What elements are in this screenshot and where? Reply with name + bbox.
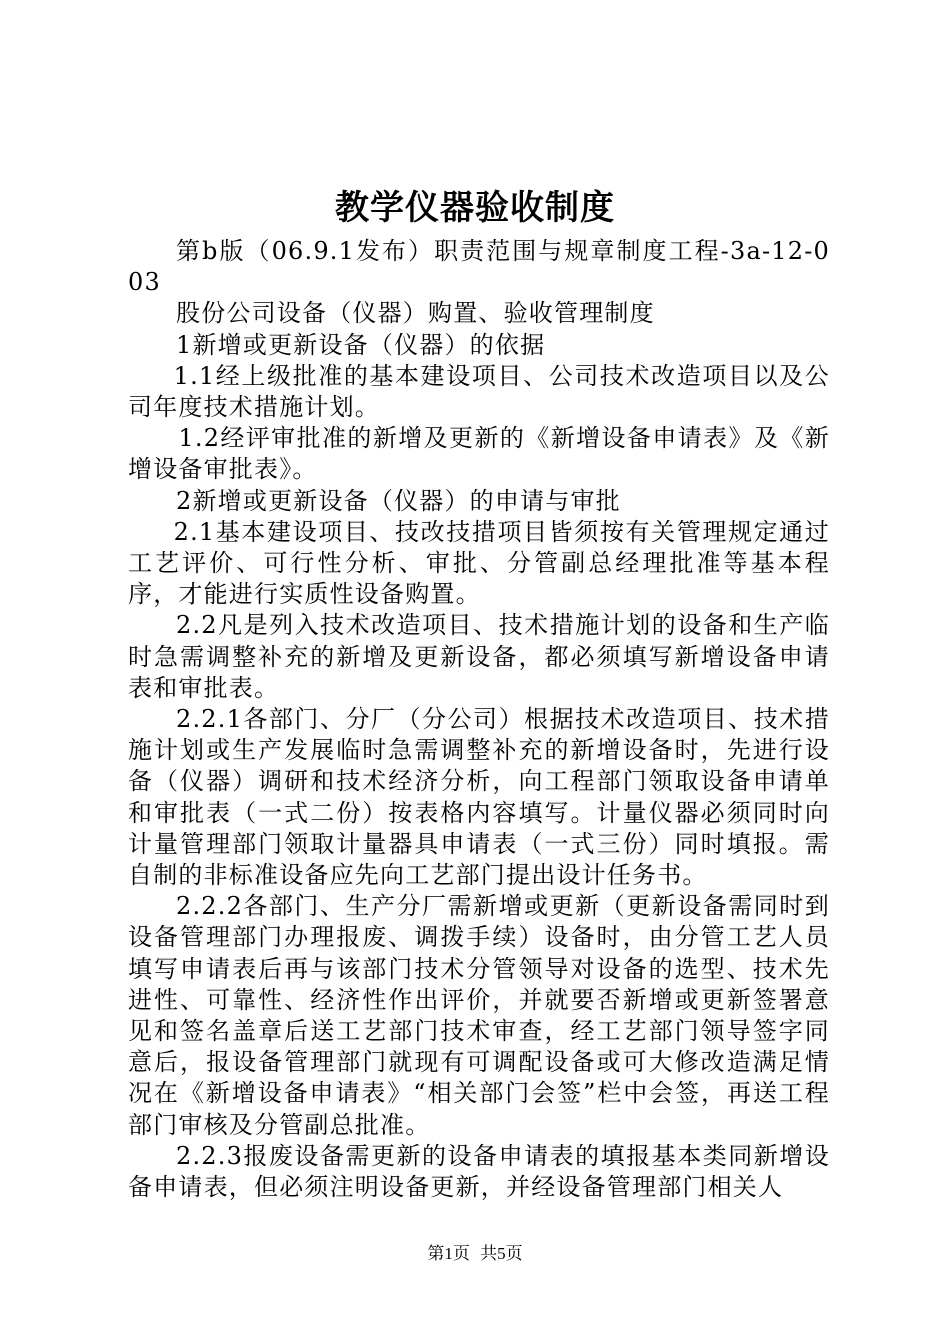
regulation-heading: 股份公司设备（仪器）购置、验收管理制度: [176, 299, 655, 328]
clause-2-2: 2.2凡是列入技术改造项目、技术措施计划的设备和生产临时急需调整补充的新增及更新设备，都必须填写新增设备申请表和审批表。: [128, 611, 830, 702]
clause-2-2-1: 2.2.1各部门、分厂（分公司）根据技术改造项目、技术措施计划或生产发展临时急需调整补充的新增设备时，先进行设备（仪器）调研和技术经济分析，向工程部门领取设备申请单和审批表（一式二份）按表格内容填写。计量仪器必须同时向计量管理部门领取计量器具申请表（一式三份）同时填报。需自制的非标准设备应先向工艺部门提出设计任务书。: [128, 705, 830, 890]
clause-1-2: 1.2经评审批准的新增及更新的《新增设备申请表》及《新增设备审批表》。: [128, 424, 830, 484]
page-total: 共5页: [480, 1244, 523, 1263]
page-footer: [0, 1243, 950, 1265]
clause-2-2-2: 2.2.2各部门、生产分厂需新增或更新（更新设备需同时到设备管理部门办理报废、调拨手续）设备时，由分管工艺人员填写申请表后再与该部门技术分管领导对设备的选型、技术先进性、可靠性、经济性作出评价，并就要否新增或更新签署意见和签名盖章后送工艺部门技术审查，经工艺部门领导签字同意后，报设备管理部门就现有可调配设备或可大修改造满足情况在《新增设备申请表》“相关部门会签”栏中会签，再送工程部门审核及分管副总批准。: [128, 892, 830, 1139]
document-body: [128, 236, 830, 1203]
clause-1-1: 1.1经上级批准的基本建设项目、公司技术改造项目以及公司年度技术措施计划。: [128, 361, 830, 422]
clause-2-1: 2.1基本建设项目、技改技措项目皆须按有关管理规定通过工艺评价、可行性分析、审批、分管副总经理批准等基本程序，才能进行实质性设备购置。: [128, 517, 830, 609]
page-number: 第1页: [427, 1244, 470, 1263]
clause-2-2-3: 2.2.3报废设备需更新的设备申请表的填报基本类同新增设备申请表，但必须注明设备更新，并经设备管理部门相关人: [128, 1141, 830, 1202]
section-2-heading: 2新增或更新设备（仪器）的申请与审批: [176, 486, 621, 515]
version-line: 第b版（06.9.1发布）职责范围与规章制度工程-3a-12-003: [128, 237, 830, 297]
section-1-heading: 1新增或更新设备（仪器）的依据: [176, 330, 546, 359]
document-title: 教学仪器验收制度: [335, 188, 615, 228]
